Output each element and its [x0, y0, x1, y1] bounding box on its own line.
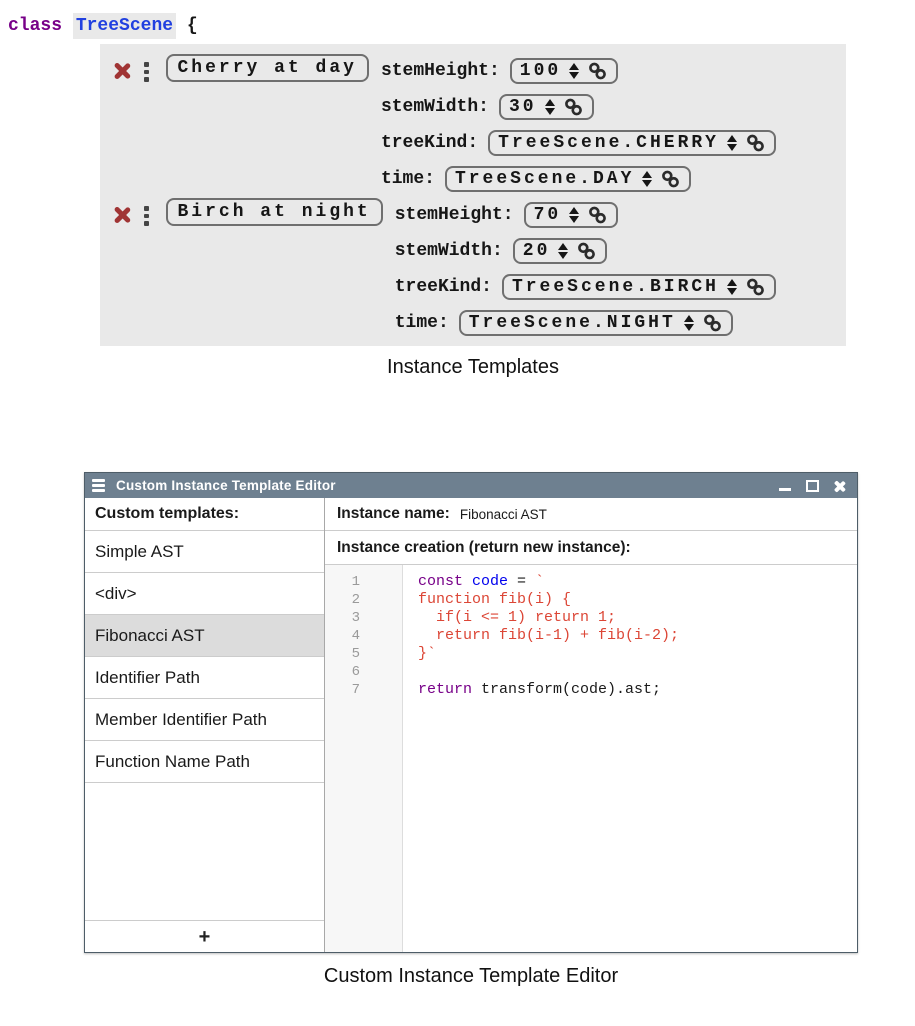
- line-number: 2: [351, 592, 360, 608]
- code-line[interactable]: [418, 609, 857, 627]
- property-row: [395, 305, 776, 341]
- instance-name-label: Instance name:: [337, 505, 450, 522]
- maximize-button[interactable]: [805, 479, 819, 493]
- property-label: treeKind:: [380, 133, 479, 153]
- line-number: 7: [351, 682, 360, 698]
- properties-column: [381, 53, 776, 197]
- delete-template-button[interactable]: [113, 62, 131, 80]
- property-value-box[interactable]: [499, 94, 594, 120]
- property-row: [395, 269, 776, 305]
- template-row: [113, 197, 846, 341]
- line-number: 1: [351, 574, 360, 590]
- add-template-row: [85, 920, 324, 952]
- template-row: [113, 53, 846, 197]
- property-value-box[interactable]: [513, 238, 608, 264]
- code-line[interactable]: [418, 663, 857, 681]
- drag-handle-icon[interactable]: [144, 206, 149, 226]
- code-token-string: }`: [418, 645, 437, 662]
- custom-templates-sidebar: [85, 498, 325, 952]
- space-text: [62, 16, 73, 36]
- property-value-box[interactable]: [459, 310, 733, 336]
- drag-handle-icon[interactable]: [144, 62, 149, 82]
- property-label: stemHeight:: [394, 205, 514, 225]
- window-titlebar[interactable]: [85, 473, 857, 498]
- code-token-keyword: return: [418, 681, 473, 698]
- custom-template-editor-window: [84, 472, 858, 953]
- templates-panel: [100, 44, 846, 346]
- line-number: 6: [351, 664, 360, 680]
- window-body: [85, 498, 857, 952]
- editor-main-panel: [325, 498, 857, 952]
- stepper-icon[interactable]: [558, 243, 568, 260]
- line-number: 4: [351, 628, 360, 644]
- space-text: [176, 16, 187, 36]
- link-icon[interactable]: [587, 61, 608, 81]
- template-list-item[interactable]: Simple AST: [85, 531, 324, 573]
- window-controls: [778, 479, 846, 493]
- property-row: [381, 161, 776, 197]
- property-value-box[interactable]: [502, 274, 776, 300]
- link-icon[interactable]: [745, 133, 766, 153]
- line-number-gutter: [325, 565, 403, 952]
- property-label: time:: [380, 169, 435, 189]
- code-line[interactable]: [418, 627, 857, 645]
- property-value[interactable]: TreeScene.CHERRY: [498, 133, 719, 153]
- code-token-string: return fib(i-1) + fib(i-2);: [418, 627, 680, 644]
- open-brace: {: [186, 16, 198, 36]
- link-icon[interactable]: [660, 169, 681, 189]
- link-icon[interactable]: [702, 313, 723, 333]
- code-token-string: `: [535, 573, 545, 590]
- template-name-input[interactable]: Cherry at day: [166, 54, 369, 82]
- instance-name-value[interactable]: Fibonacci AST: [459, 506, 547, 522]
- property-value-box[interactable]: [510, 58, 618, 84]
- code-token-def: code: [472, 573, 509, 590]
- property-value[interactable]: 30: [508, 97, 537, 117]
- property-label: treeKind:: [394, 277, 492, 297]
- class-declaration-line: [8, 13, 915, 39]
- link-icon[interactable]: [587, 205, 608, 225]
- stepper-icon[interactable]: [727, 135, 737, 152]
- code-line[interactable]: [418, 591, 857, 609]
- instance-creation-label: Instance creation (return new instance):: [325, 531, 857, 565]
- line-number: 3: [351, 610, 360, 626]
- property-value-box[interactable]: [445, 166, 691, 192]
- property-value[interactable]: TreeScene.DAY: [454, 169, 635, 189]
- code-lines[interactable]: [403, 565, 857, 952]
- template-list-item[interactable]: Member Identifier Path: [85, 699, 324, 741]
- code-token-plain: =: [508, 573, 536, 590]
- delete-template-button[interactable]: [113, 206, 131, 224]
- property-row: [395, 233, 776, 269]
- stepper-icon[interactable]: [684, 315, 694, 332]
- stepper-icon[interactable]: [545, 99, 555, 116]
- property-value[interactable]: 100: [519, 61, 562, 81]
- line-number: 5: [351, 646, 360, 662]
- hamburger-menu-icon[interactable]: [92, 479, 105, 492]
- property-value[interactable]: TreeScene.BIRCH: [511, 277, 719, 297]
- property-row: [395, 197, 776, 233]
- code-editor[interactable]: [325, 565, 857, 952]
- minimize-button[interactable]: [778, 479, 792, 493]
- window-title: Custom Instance Template Editor: [116, 478, 336, 493]
- code-line[interactable]: [418, 573, 857, 591]
- link-icon[interactable]: [563, 97, 584, 117]
- stepper-icon[interactable]: [642, 171, 652, 188]
- code-token-keyword: const: [418, 573, 464, 590]
- template-name-input[interactable]: Birch at night: [166, 198, 383, 226]
- close-button[interactable]: [832, 479, 846, 493]
- property-label: stemWidth:: [394, 241, 503, 261]
- link-icon[interactable]: [745, 277, 766, 297]
- editor-window-caption: Custom Instance Template Editor: [323, 965, 619, 987]
- code-line[interactable]: [418, 645, 857, 663]
- property-label: stemWidth:: [380, 97, 489, 117]
- property-value-box[interactable]: [488, 130, 776, 156]
- stepper-icon[interactable]: [569, 63, 579, 80]
- code-token-plain: [463, 573, 472, 590]
- class-keyword: class: [8, 16, 63, 36]
- sidebar-header: Custom templates:: [85, 498, 324, 531]
- instance-templates-caption: Instance Templates: [387, 356, 559, 378]
- code-token-plain: transform(code).ast;: [472, 681, 662, 698]
- property-value[interactable]: TreeScene.NIGHT: [468, 313, 676, 333]
- code-line[interactable]: [418, 681, 857, 699]
- add-template-button[interactable]: +: [175, 927, 235, 947]
- property-value-box[interactable]: [524, 202, 619, 228]
- template-list-item[interactable]: Fibonacci AST: [85, 615, 324, 657]
- stepper-icon[interactable]: [569, 207, 579, 224]
- template-list-item[interactable]: <div>: [85, 573, 324, 615]
- instance-templates-section: [0, 13, 915, 379]
- template-list-item[interactable]: Function Name Path: [85, 741, 324, 783]
- instance-name-row: [325, 498, 857, 531]
- property-label: time:: [394, 313, 449, 333]
- property-row: [381, 89, 776, 125]
- template-list-item[interactable]: Identifier Path: [85, 657, 324, 699]
- code-token-string: function fib(i) {: [418, 591, 572, 608]
- stepper-icon[interactable]: [727, 279, 737, 296]
- property-value[interactable]: 70: [533, 205, 562, 225]
- property-value[interactable]: 20: [522, 241, 551, 261]
- property-row: [381, 125, 776, 161]
- link-icon[interactable]: [576, 241, 597, 261]
- class-name[interactable]: TreeScene: [73, 13, 176, 39]
- properties-column: [395, 197, 776, 341]
- property-row: [381, 53, 776, 89]
- property-label: stemHeight:: [380, 61, 500, 81]
- template-list: [85, 531, 324, 920]
- code-token-string: if(i <= 1) return 1;: [418, 609, 617, 626]
